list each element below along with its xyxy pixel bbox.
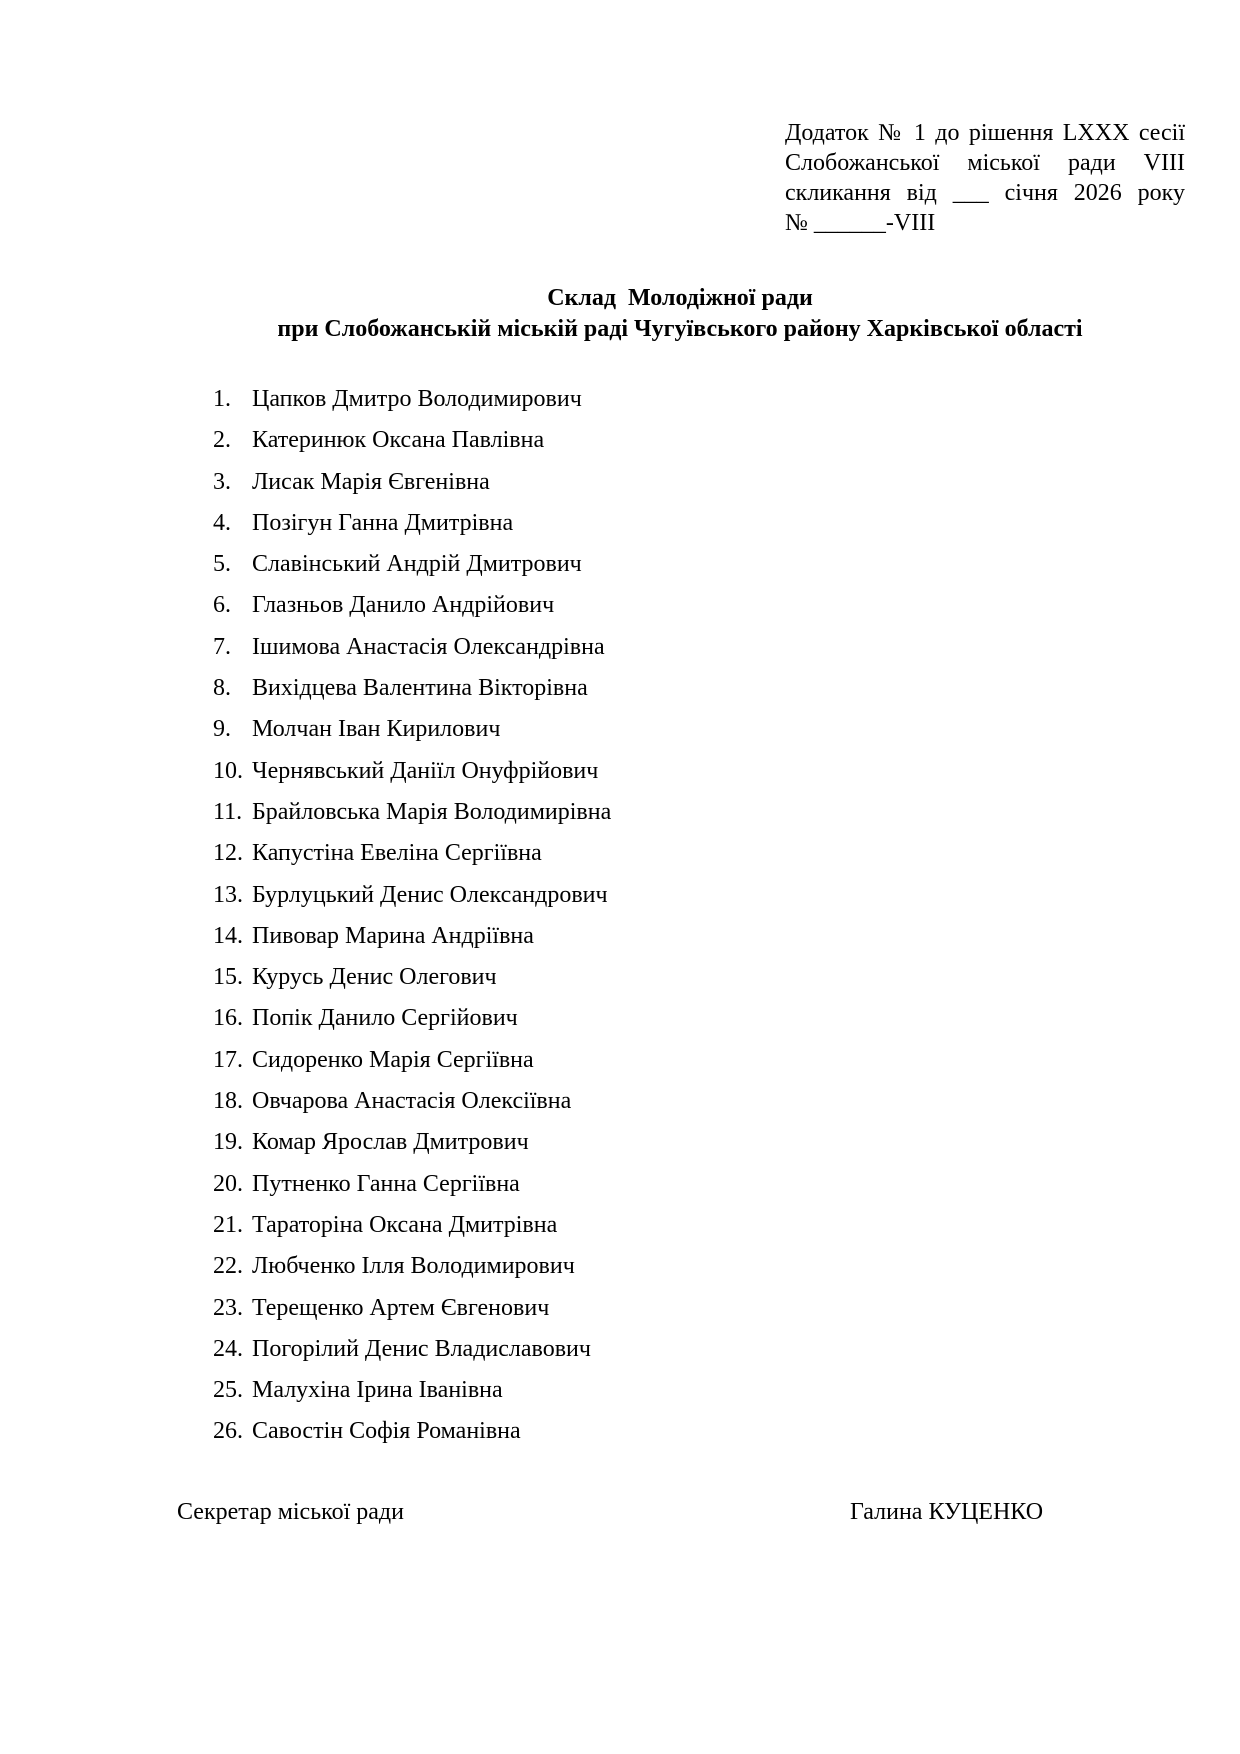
annex-line: Додаток № 1 до рішення LXXX сесії: [785, 120, 1185, 146]
list-item-number: 3.: [213, 468, 231, 495]
list-item-number: 7.: [213, 633, 231, 660]
annex-reference: [785, 118, 1185, 238]
annex-line: № ______-VIII: [785, 210, 936, 236]
title-line-2: при Слобожанській міській раді Чугуївського району Харківської області: [277, 316, 1083, 342]
list-item-name: Цапков Дмитро Володимирович: [252, 386, 582, 412]
list-item-name: Сидоренко Марія Сергіївна: [252, 1046, 534, 1073]
list-item-name: Бурлуцький Денис Олександрович: [252, 881, 608, 908]
list-item-name: Попік Данило Сергійович: [252, 1005, 518, 1032]
title-line-1: Склад Молодіжної ради: [547, 285, 813, 311]
list-item-number: 17.: [213, 1046, 243, 1073]
signature-name: Галина КУЦЕНКО: [850, 1499, 1044, 1525]
list-item-name: Савостін Софія Романівна: [252, 1418, 521, 1445]
list-item-number: 14.: [213, 922, 243, 949]
list-item-name: Пивовар Марина Андріївна: [252, 922, 534, 949]
list-item-number: 24.: [213, 1335, 243, 1362]
list-item-number: 2.: [213, 427, 231, 454]
list-item-name: Овчарова Анастасія Олексіївна: [252, 1088, 572, 1115]
list-item-number: 18.: [213, 1088, 243, 1115]
list-item-name: Тараторіна Оксана Дмитрівна: [252, 1211, 558, 1238]
list-item-number: 12.: [213, 840, 243, 867]
annex-line: скликання від ___ січня 2026 року: [785, 180, 1185, 206]
document-title: [0, 283, 1240, 345]
list-item-name: Катеринюк Оксана Павлівна: [252, 427, 545, 454]
list-item-name: Путненко Ганна Сергіївна: [252, 1170, 520, 1197]
list-item-name: Погорілий Денис Владиславович: [252, 1335, 591, 1362]
list-item-number: 19.: [213, 1129, 243, 1156]
list-item-name: Чернявський Даніїл Онуфрійович: [252, 757, 599, 784]
list-item-number: 13.: [213, 881, 243, 908]
list-item-number: 26.: [213, 1418, 243, 1445]
list-item-name: Лисак Марія Євгенівна: [252, 468, 490, 495]
list-item-number: 15.: [213, 964, 243, 991]
list-item-number: 16.: [213, 1005, 243, 1032]
list-item-name: Малухіна Ірина Іванівна: [252, 1377, 503, 1404]
list-item-name: Ішимова Анастасія Олександрівна: [252, 633, 605, 660]
list-item-name: Капустіна Евеліна Сергіївна: [252, 840, 542, 867]
list-item-number: 11.: [213, 798, 243, 825]
list-item-number: 4.: [213, 509, 231, 536]
list-item-name: Любченко Ілля Володимирович: [252, 1253, 575, 1280]
annex-line: Слобожанської міської ради VIII: [785, 150, 1185, 176]
list-item-name: Курусь Денис Олегович: [252, 964, 497, 991]
list-item-name: Комар Ярослав Дмитрович: [252, 1129, 529, 1156]
list-item-number: 23.: [213, 1294, 243, 1321]
list-item-name: Славінський Андрій Дмитрович: [252, 551, 582, 578]
list-item-name: Брайловська Марія Володимирівна: [252, 798, 612, 825]
list-item-number: 8.: [213, 675, 231, 702]
list-item-name: Вихідцева Валентина Вікторівна: [252, 675, 588, 702]
signature-position: Секретар міської ради: [177, 1499, 404, 1525]
list-item-name: Глазньов Данило Андрійович: [252, 592, 555, 619]
list-item-number: 25.: [213, 1377, 243, 1404]
list-item-number: 21.: [213, 1211, 243, 1238]
list-item-number: 22.: [213, 1253, 243, 1280]
list-item-number: 6.: [213, 592, 231, 619]
list-item-number: 9.: [213, 716, 231, 743]
list-item-name: Молчан Іван Кирилович: [252, 716, 501, 743]
list-item-number: 20.: [213, 1170, 243, 1197]
list-item-number: 5.: [213, 551, 231, 578]
list-item-number: 1.: [213, 386, 231, 412]
list-item-number: 10.: [213, 757, 243, 784]
list-item-name: Позігун Ганна Дмитрівна: [252, 509, 514, 536]
list-item-name: Терещенко Артем Євгенович: [252, 1294, 550, 1321]
